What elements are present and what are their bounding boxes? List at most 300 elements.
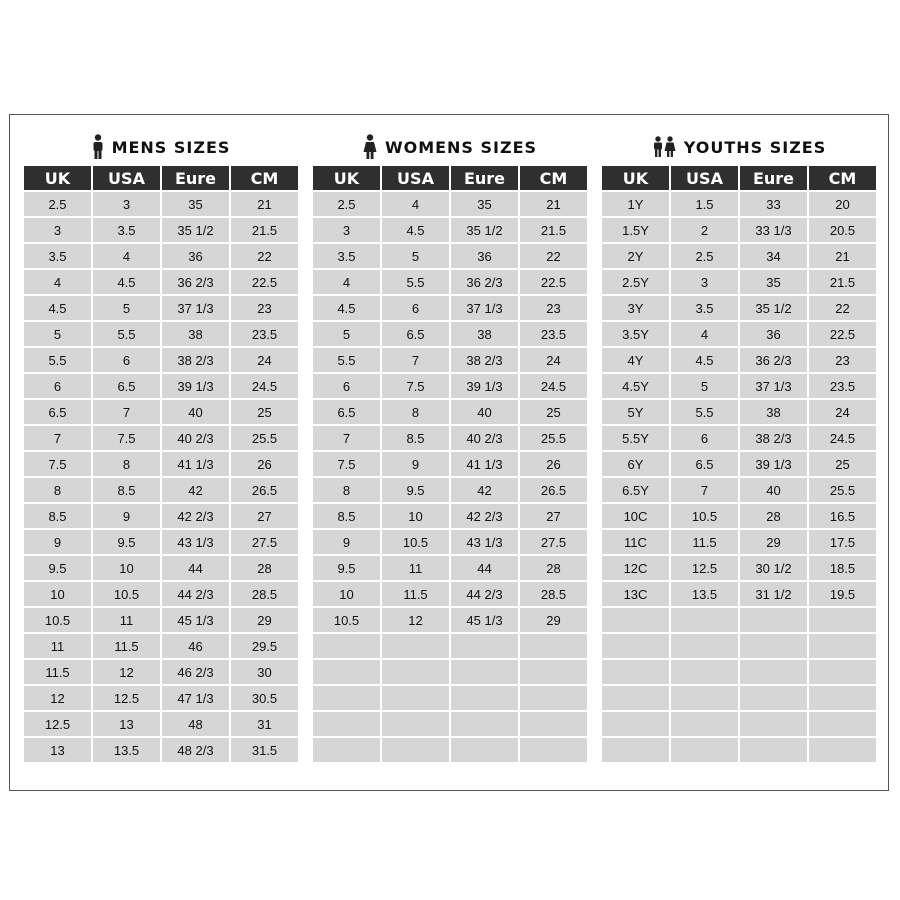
table-row [313,478,587,502]
table-cell: 3 [313,218,380,242]
table-row [24,530,298,554]
table-cell: 44 [162,556,229,580]
table-cell: 37 1/3 [451,296,518,320]
table-row [602,244,876,268]
column-header: UK [602,166,669,190]
table-cell [313,738,380,762]
table-cell: 4.5 [382,218,449,242]
table-cell [313,660,380,684]
table-cell: 42 2/3 [162,504,229,528]
column-header: CM [520,166,587,190]
table-cell: 12 [93,660,160,684]
table-cell: 3 [93,192,160,216]
table-cell [671,712,738,736]
table-cell: 2.5 [671,244,738,268]
table-cell: 5.5 [93,322,160,346]
table-row [24,426,298,450]
table-row [24,192,298,216]
table-cell: 40 2/3 [451,426,518,450]
table-cell: 1.5 [671,192,738,216]
table-row [24,712,298,736]
table-cell: 8 [313,478,380,502]
table-cell: 5 [313,322,380,346]
table-cell: 7.5 [93,426,160,450]
table-cell: 22.5 [520,270,587,294]
table-cell: 12.5 [93,686,160,710]
table-cell: 13 [24,738,91,762]
table-cell [451,634,518,658]
table-cell: 11.5 [93,634,160,658]
table-cell: 3Y [602,296,669,320]
table-cell: 2.5 [24,192,91,216]
table-cell: 46 [162,634,229,658]
table-row [602,738,876,762]
section-title [311,132,589,162]
table-row [313,608,587,632]
table-cell: 10 [382,504,449,528]
table-cell: 48 [162,712,229,736]
table-cell: 7 [671,478,738,502]
table-row [24,452,298,476]
table-cell [520,686,587,710]
table-cell: 9 [24,530,91,554]
table-cell: 33 1/3 [740,218,807,242]
table-cell [602,712,669,736]
table-cell: 4 [382,192,449,216]
column-header: CM [809,166,876,190]
header-row [602,166,876,190]
table-row [313,452,587,476]
table-cell: 24 [231,348,298,372]
table-cell: 7.5 [382,374,449,398]
table-cell: 35 1/2 [162,218,229,242]
table-cell [602,686,669,710]
table-row [24,322,298,346]
table-cell [740,608,807,632]
table-row [24,478,298,502]
table-cell: 27.5 [520,530,587,554]
table-row [313,712,587,736]
table-cell: 41 1/3 [451,452,518,476]
table-cell: 24 [809,400,876,424]
section-title-text: WOMENS SIZES [384,137,538,157]
table-cell: 19.5 [809,582,876,606]
table-row [602,270,876,294]
table-cell: 4 [313,270,380,294]
table-cell: 23 [231,296,298,320]
table-cell: 44 2/3 [451,582,518,606]
table-cell: 5.5Y [602,426,669,450]
table-cell: 27.5 [231,530,298,554]
table-cell [740,686,807,710]
table-cell: 8.5 [382,426,449,450]
table-cell: 11.5 [382,582,449,606]
column-header: USA [671,166,738,190]
table-cell: 26.5 [520,478,587,502]
table-cell: 3.5 [93,218,160,242]
table-cell: 44 2/3 [162,582,229,606]
table-cell: 3 [671,270,738,294]
table-cell: 36 2/3 [740,348,807,372]
woman-icon [363,134,377,160]
table-cell: 9.5 [24,556,91,580]
table-cell: 7 [24,426,91,450]
table-cell: 45 1/3 [162,608,229,632]
table-cell: 35 [451,192,518,216]
table-row [313,348,587,372]
table-cell: 10.5 [93,582,160,606]
table-cell: 5 [671,374,738,398]
table-cell: 10.5 [313,608,380,632]
table-cell: 22 [231,244,298,268]
table-cell [520,712,587,736]
table-row [602,634,876,658]
table-cell: 42 [451,478,518,502]
table-cell [740,634,807,658]
column-header: CM [231,166,298,190]
table-cell: 6.5 [93,374,160,398]
table-cell: 40 [740,478,807,502]
man-icon [92,134,104,160]
table-cell: 7 [382,348,449,372]
table-row [313,322,587,346]
table-cell [671,686,738,710]
table-cell: 22 [520,244,587,268]
column-header: Eure [451,166,518,190]
table-row [24,504,298,528]
table-row [313,270,587,294]
table-cell: 40 [451,400,518,424]
youths-size-table [600,164,878,764]
table-cell: 4.5 [93,270,160,294]
table-cell: 43 1/3 [451,530,518,554]
table-cell: 28.5 [231,582,298,606]
table-cell: 7.5 [313,452,380,476]
table-cell: 44 [451,556,518,580]
column-header: Eure [162,166,229,190]
table-cell: 1Y [602,192,669,216]
table-cell [313,686,380,710]
table-cell: 36 2/3 [451,270,518,294]
table-cell [671,608,738,632]
table-row [313,296,587,320]
table-cell: 22 [809,296,876,320]
table-cell [451,712,518,736]
table-cell: 10C [602,504,669,528]
table-cell: 38 2/3 [162,348,229,372]
table-cell: 25 [520,400,587,424]
table-row [602,504,876,528]
table-cell [382,712,449,736]
table-cell [382,686,449,710]
table-cell: 36 [451,244,518,268]
table-cell [520,634,587,658]
table-cell [520,660,587,684]
table-cell: 42 [162,478,229,502]
table-cell: 28 [740,504,807,528]
table-cell: 40 [162,400,229,424]
table-cell: 23 [809,348,876,372]
table-cell: 31 [231,712,298,736]
table-cell: 6 [671,426,738,450]
table-row [602,374,876,398]
table-cell: 11.5 [24,660,91,684]
table-cell: 27 [520,504,587,528]
table-cell: 6 [93,348,160,372]
table-cell: 30.5 [231,686,298,710]
table-cell: 9 [313,530,380,554]
table-cell: 5 [93,296,160,320]
table-cell: 6 [382,296,449,320]
table-cell: 23 [520,296,587,320]
table-cell: 37 1/3 [162,296,229,320]
table-cell: 12 [382,608,449,632]
table-row [24,660,298,684]
table-row [602,296,876,320]
table-cell: 7 [313,426,380,450]
table-row [602,582,876,606]
table-cell [809,686,876,710]
table-cell: 45 1/3 [451,608,518,632]
section-title-text: MENS SIZES [111,137,231,157]
table-cell: 4Y [602,348,669,372]
table-cell: 8.5 [313,504,380,528]
table-cell: 43 1/3 [162,530,229,554]
table-cell [671,660,738,684]
table-row [24,634,298,658]
table-cell: 6.5 [24,400,91,424]
table-cell: 3.5 [313,244,380,268]
table-cell: 28 [231,556,298,580]
table-row [602,348,876,372]
table-cell: 13.5 [93,738,160,762]
table-row [602,686,876,710]
table-cell: 6 [24,374,91,398]
table-cell [809,634,876,658]
table-cell: 24.5 [231,374,298,398]
table-cell: 6.5 [313,400,380,424]
table-row [313,244,587,268]
table-row [313,738,587,762]
table-cell: 23.5 [520,322,587,346]
table-cell [520,738,587,762]
table-cell: 28 [520,556,587,580]
table-cell: 5 [382,244,449,268]
table-row [602,452,876,476]
table-row [24,244,298,268]
table-cell: 33 [740,192,807,216]
table-cell [809,712,876,736]
table-cell: 36 [162,244,229,268]
table-cell: 23.5 [231,322,298,346]
table-cell [382,634,449,658]
table-cell: 12C [602,556,669,580]
table-cell: 34 [740,244,807,268]
table-cell: 9 [382,452,449,476]
table-cell: 25.5 [520,426,587,450]
table-cell: 9.5 [93,530,160,554]
table-cell: 24.5 [520,374,587,398]
table-cell: 26 [520,452,587,476]
table-cell: 17.5 [809,530,876,554]
table-cell: 10 [313,582,380,606]
table-cell: 25.5 [809,478,876,502]
table-cell: 10.5 [24,608,91,632]
table-cell: 47 1/3 [162,686,229,710]
table-cell: 39 1/3 [162,374,229,398]
table-cell: 12.5 [24,712,91,736]
table-cell: 7.5 [24,452,91,476]
table-row [602,400,876,424]
table-cell: 9 [93,504,160,528]
section-title-text: YOUTHS SIZES [683,137,827,157]
table-row [313,582,587,606]
table-cell: 11 [93,608,160,632]
table-cell: 26.5 [231,478,298,502]
table-cell: 8 [93,452,160,476]
table-cell: 21 [809,244,876,268]
table-row [602,660,876,684]
table-cell: 25.5 [231,426,298,450]
table-row [313,686,587,710]
table-cell: 2.5 [313,192,380,216]
table-cell: 22.5 [231,270,298,294]
table-row [602,218,876,242]
table-cell: 8 [24,478,91,502]
table-row [602,192,876,216]
table-cell: 4.5 [671,348,738,372]
table-cell: 10.5 [671,504,738,528]
table-cell [740,660,807,684]
table-cell: 6.5 [671,452,738,476]
table-cell: 30 [231,660,298,684]
table-cell: 31 1/2 [740,582,807,606]
table-row [24,218,298,242]
table-row [24,374,298,398]
table-cell [809,608,876,632]
table-row [313,634,587,658]
table-cell: 11 [24,634,91,658]
table-cell [313,634,380,658]
table-cell: 21 [520,192,587,216]
table-cell: 24.5 [809,426,876,450]
table-row [313,504,587,528]
table-cell: 4 [671,322,738,346]
table-cell [382,660,449,684]
table-cell: 38 [162,322,229,346]
table-row [24,556,298,580]
table-cell: 25 [809,452,876,476]
table-cell: 39 1/3 [740,452,807,476]
table-cell: 25 [231,400,298,424]
table-cell: 21.5 [520,218,587,242]
column-header: UK [313,166,380,190]
table-cell: 13 [93,712,160,736]
table-cell: 35 [740,270,807,294]
table-cell: 38 2/3 [451,348,518,372]
table-cell: 20.5 [809,218,876,242]
table-cell: 41 1/3 [162,452,229,476]
table-cell [602,738,669,762]
table-cell: 24 [520,348,587,372]
table-cell: 21 [231,192,298,216]
table-row [24,348,298,372]
table-cell: 29 [740,530,807,554]
table-cell: 6.5Y [602,478,669,502]
table-cell [671,738,738,762]
table-cell: 5.5 [313,348,380,372]
table-cell: 11 [382,556,449,580]
table-cell: 36 2/3 [162,270,229,294]
table-cell: 2 [671,218,738,242]
table-cell: 2Y [602,244,669,268]
table-cell: 42 2/3 [451,504,518,528]
table-row [313,556,587,580]
table-row [602,530,876,554]
table-cell: 39 1/3 [451,374,518,398]
table-cell: 37 1/3 [740,374,807,398]
header-row [24,166,298,190]
table-cell [602,634,669,658]
table-cell [451,686,518,710]
table-cell: 11C [602,530,669,554]
table-cell: 28.5 [520,582,587,606]
table-cell: 8.5 [93,478,160,502]
column-header: USA [93,166,160,190]
children-icon [652,136,676,158]
table-cell: 36 [740,322,807,346]
table-cell: 8 [382,400,449,424]
table-row [24,738,298,762]
table-cell: 26 [231,452,298,476]
table-cell: 5 [24,322,91,346]
table-cell: 5.5 [671,400,738,424]
table-row [602,322,876,346]
table-cell: 22.5 [809,322,876,346]
column-header: UK [24,166,91,190]
table-cell: 5Y [602,400,669,424]
table-cell [740,738,807,762]
table-cell [809,738,876,762]
table-row [24,686,298,710]
table-row [24,608,298,632]
table-row [24,296,298,320]
table-row [602,712,876,736]
table-cell: 6Y [602,452,669,476]
section-title [22,132,300,162]
table-cell: 27 [231,504,298,528]
table-cell: 4 [93,244,160,268]
table-cell: 29 [231,608,298,632]
table-cell: 12 [24,686,91,710]
table-row [602,556,876,580]
table-row [313,530,587,554]
table-cell: 3.5 [671,296,738,320]
table-cell: 16.5 [809,504,876,528]
table-cell [451,660,518,684]
table-row [24,400,298,424]
table-cell: 7 [93,400,160,424]
womens-size-table [311,164,589,764]
table-cell: 18.5 [809,556,876,580]
table-row [602,608,876,632]
table-cell: 38 2/3 [740,426,807,450]
table-cell [382,738,449,762]
column-header: USA [382,166,449,190]
table-cell: 6.5 [382,322,449,346]
table-cell [602,660,669,684]
table-cell: 5.5 [24,348,91,372]
